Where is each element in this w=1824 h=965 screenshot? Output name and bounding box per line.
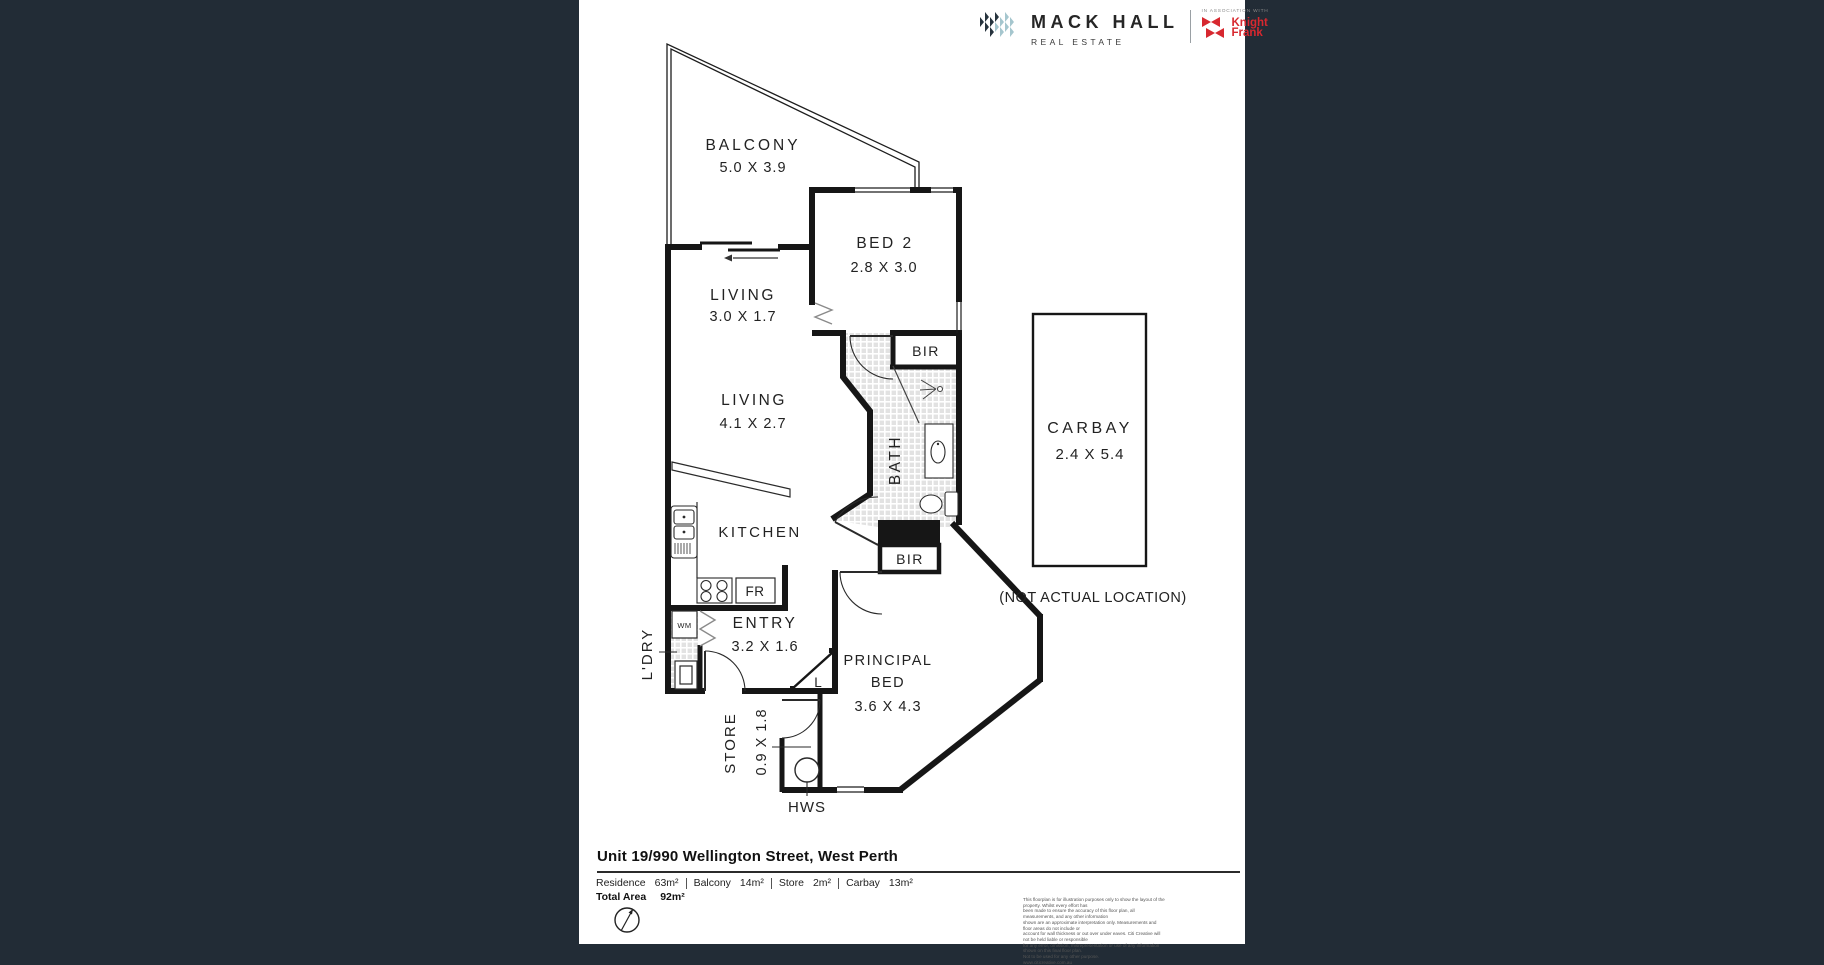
label-fridge: FR	[745, 584, 765, 599]
walls	[665, 187, 1041, 790]
cooktop	[697, 578, 732, 603]
label-bir-bottom: BIR	[896, 551, 924, 567]
label-balcony-dims: 5.0 X 3.9	[719, 160, 787, 176]
footer-rule	[597, 871, 1240, 873]
area-label: Balcony	[693, 877, 731, 889]
disclaimer-line: been made to ensure the accuracy of this floor plan, all measurements, and any other information	[1023, 908, 1135, 920]
disclaimer-line: account for wall thickness or out over under eaves. Citi Creative will not be held liable or responsible	[1023, 931, 1161, 942]
label-washer: WM	[677, 621, 692, 630]
label-entry: ENTRY	[732, 615, 798, 632]
label-living1: LIVING	[710, 287, 776, 304]
total-area-value: 92m²	[660, 891, 685, 903]
floorplan-sheet	[579, 0, 1269, 965]
label-carbay-dims: 2.4 X 5.4	[1055, 446, 1125, 463]
total-area-row	[596, 891, 685, 903]
laundry-tub	[675, 661, 697, 689]
label-bir-top: BIR	[912, 343, 940, 359]
label-carbay-note: (NOT ACTUAL LOCATION)	[999, 590, 1187, 606]
disclaimer-line: www.citicreative.com.au	[1023, 959, 1073, 965]
area-value: 13m²	[888, 877, 913, 889]
area-separator	[686, 878, 687, 889]
area-separator	[771, 878, 772, 889]
laundry-bifold-door	[700, 611, 715, 646]
wall-mass	[878, 520, 940, 545]
disclaimer-line: Not to be used for any other purpose.	[1023, 954, 1100, 960]
label-bed2-dims: 2.8 X 3.0	[850, 260, 918, 276]
vanity-basin	[925, 424, 953, 478]
total-area-label: Total Area	[596, 891, 647, 903]
label-principal-dims: 3.6 X 4.3	[854, 699, 922, 715]
area-value: 63m²	[654, 877, 679, 889]
area-label: Carbay	[846, 877, 880, 889]
living-opening-zigzag	[815, 303, 832, 324]
label-store: STORE	[722, 712, 739, 774]
brand-name: MACK HALL	[1031, 12, 1179, 32]
carbay-outline	[1033, 314, 1146, 566]
label-bed2: BED 2	[856, 235, 914, 252]
label-living1-dims: 3.0 X 1.7	[709, 309, 777, 325]
label-principal-2: BED	[870, 675, 906, 691]
compass-icon	[613, 905, 641, 935]
floorplan-drawing	[579, 0, 1245, 944]
label-hws: HWS	[788, 799, 826, 816]
label-principal-1: PRINCIPAL	[843, 653, 933, 669]
disclaimer-line: for any error, omission, misrepresentation or use of any information shown on this final floor plan.	[1023, 942, 1160, 954]
label-balcony: BALCONY	[705, 137, 801, 154]
partner-name-line2: Frank	[1231, 27, 1263, 39]
label-entry-dims: 3.2 X 1.6	[731, 639, 799, 655]
area-label: Residence	[596, 877, 646, 889]
label-linen: L	[814, 675, 822, 690]
property-address-title: Unit 19/990 Wellington Street, West Perth	[597, 848, 899, 865]
label-living2-dims: 4.1 X 2.7	[719, 416, 787, 432]
label-store-dims: 0.9 X 1.8	[754, 708, 770, 776]
label-bath: BATH	[887, 434, 904, 486]
label-carbay: CARBAY	[1047, 420, 1133, 437]
partner-name-line1: Knight	[1231, 16, 1268, 29]
disclaimer-line: This floorplan is for illustration purposes only to show the layout of the property. Whilst every effort has	[1023, 897, 1165, 908]
brand-tagline: REAL ESTATE	[1031, 37, 1125, 47]
sliding-door	[700, 243, 780, 262]
area-value: 2m²	[812, 877, 832, 889]
area-value: 14m²	[739, 877, 764, 889]
label-laundry: L'DRY	[639, 627, 656, 681]
disclaimer-line: shown are an approximate interpretation only. Measurements and floor areas do not include or	[1023, 919, 1157, 931]
association-label: IN ASSOCIATION WITH	[1201, 9, 1269, 14]
area-label: Store	[778, 877, 804, 889]
area-separator	[838, 878, 839, 889]
disclaimer-text	[1023, 897, 1165, 965]
label-kitchen: KITCHEN	[718, 524, 802, 541]
kitchen-sink	[671, 506, 697, 558]
area-schedule	[596, 877, 919, 889]
label-living2: LIVING	[721, 392, 787, 409]
